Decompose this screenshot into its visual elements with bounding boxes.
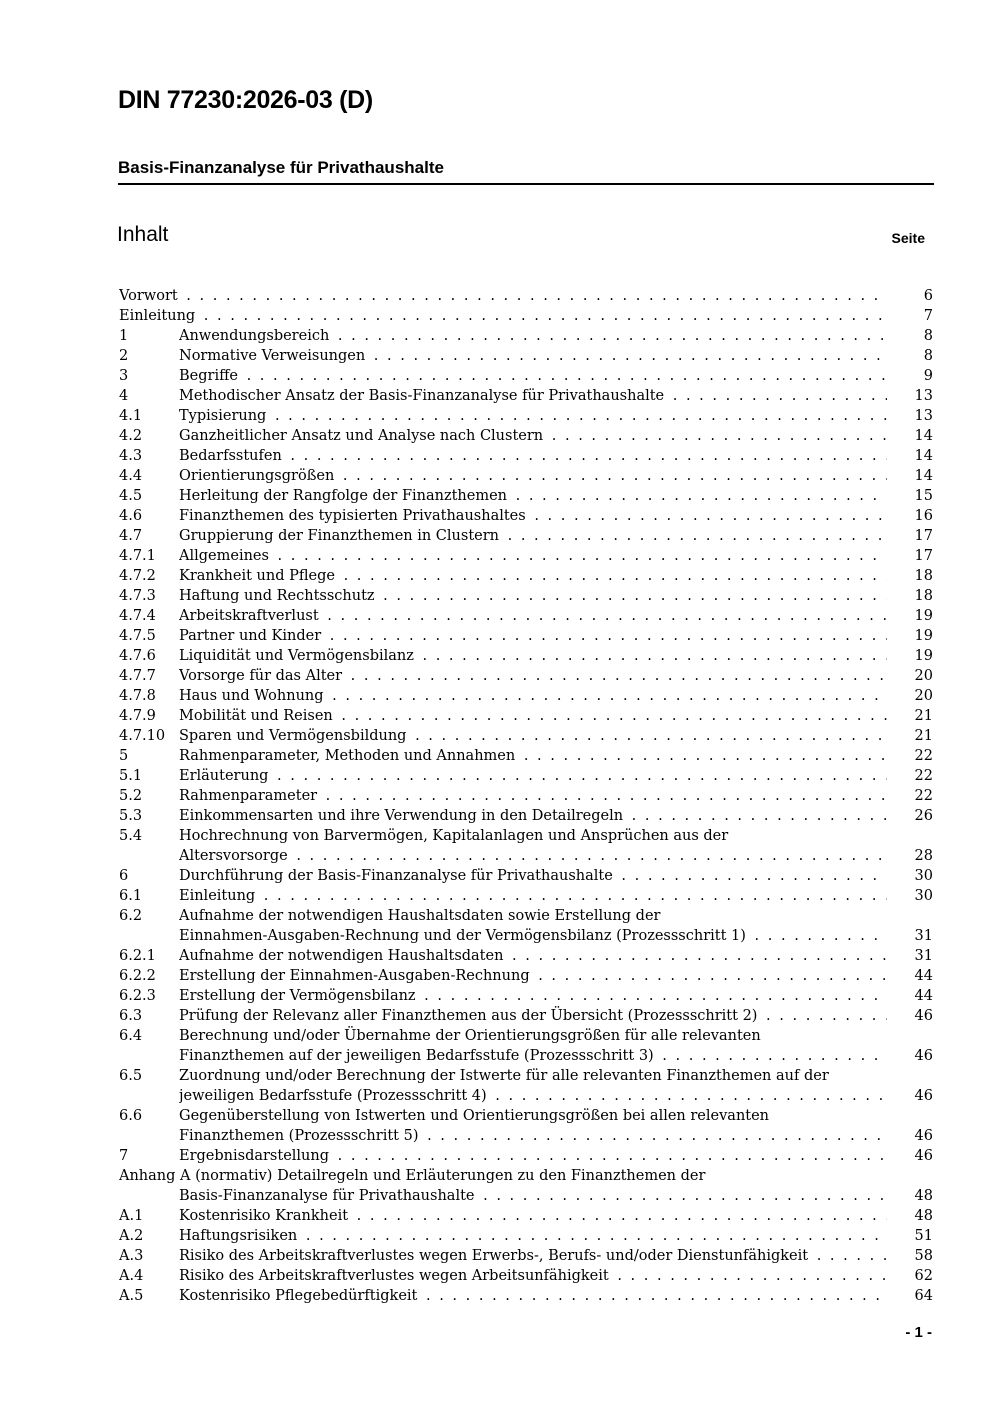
toc-entry[interactable] (119, 406, 933, 426)
toc-entry-title: Orientierungsgrößen (179, 468, 335, 484)
toc-entry-title: Kostenrisiko Krankheit (179, 1208, 349, 1224)
toc-entry-title: Sparen und Vermögensbildung (179, 728, 407, 744)
toc-entry-title: Rahmenparameter, Methoden und Annahmen (179, 748, 516, 764)
toc-entry-title: Risiko des Arbeitskraftverlustes wegen Erwerbs-, Berufs- und/oder Dienstunfähigkeit (179, 1248, 809, 1264)
toc-entry[interactable] (119, 786, 933, 806)
toc-entry-number: 6.2 (119, 908, 143, 924)
toc-entry-number: 5.4 (119, 828, 143, 844)
toc-entry-number: 6.2.3 (119, 988, 156, 1004)
toc-entry-title: Haus und Wohnung (179, 688, 324, 704)
toc-entry-number: 6.2.2 (119, 968, 156, 984)
toc-entry[interactable] (119, 526, 933, 546)
toc-entry-title: Basis-Finanzanalyse für Privathaushalte (179, 1188, 475, 1204)
toc-entry-title: Durchführung der Basis-Finanzanalyse für Privathaushalte (179, 868, 613, 884)
toc-entry-number: A.4 (119, 1268, 144, 1284)
toc-entry-page: 48 (887, 1186, 933, 1206)
toc-entry-page: 51 (887, 1226, 933, 1246)
toc-entry-title: Risiko des Arbeitskraftverlustes wegen Arbeitsunfähigkeit (179, 1268, 609, 1284)
toc-entry-title: Prüfung der Relevanz aller Finanzthemen aus der Übersicht (Prozessschritt 2) (179, 1008, 758, 1024)
toc-entry-page: 15 (887, 486, 933, 506)
toc-entry-title: Gruppierung der Finanzthemen in Clustern (179, 528, 499, 544)
toc-entry-number: 4.6 (119, 508, 143, 524)
toc-entry[interactable] (119, 446, 933, 466)
toc-entry-page: 20 (887, 686, 933, 706)
toc-entry-page: 31 (887, 926, 933, 946)
toc-entry[interactable] (119, 606, 933, 626)
toc-entry-page: 64 (887, 1286, 933, 1306)
toc-entry-number: 4.7.1 (119, 548, 156, 564)
toc-entry-number: 5.3 (119, 808, 143, 824)
toc-entry[interactable] (119, 1166, 933, 1186)
toc-entry-title: Bedarfsstufen (179, 448, 282, 464)
toc-entry-number: 4.7 (119, 528, 143, 544)
toc-entry-title: Finanzthemen des typisierten Privathaushaltes (179, 508, 526, 524)
toc-entry[interactable] (119, 866, 933, 886)
toc-entry[interactable] (119, 726, 933, 746)
toc-entry[interactable] (119, 1106, 933, 1126)
toc-entry-page: 22 (887, 746, 933, 766)
toc-entry-page: 6 (887, 286, 933, 306)
toc-entry-page: 44 (887, 986, 933, 1006)
toc-entry[interactable] (119, 806, 933, 826)
toc-entry-title: Erläuterung (179, 768, 269, 784)
toc-entry-page: 62 (887, 1266, 933, 1286)
toc-entry[interactable] (119, 466, 933, 486)
toc-entry[interactable] (119, 546, 933, 566)
toc-entry[interactable] (119, 1226, 933, 1246)
toc-entry-page: 14 (887, 426, 933, 446)
toc-entry[interactable] (119, 666, 933, 686)
toc-entry-title: Kostenrisiko Pflegebedürftigkeit (179, 1288, 418, 1304)
toc-entry-title: Herleitung der Rangfolge der Finanzthemen (179, 488, 508, 504)
toc-entry-number: 5.2 (119, 788, 143, 804)
toc-entry[interactable] (119, 646, 933, 666)
toc-entry-number: A.2 (119, 1228, 144, 1244)
toc-entry-title: Ergebnisdarstellung (179, 1148, 330, 1164)
toc-entry-title: Typisierung (179, 408, 267, 424)
toc-entry[interactable] (119, 1246, 933, 1266)
toc-entry[interactable] (119, 966, 933, 986)
toc-entry-page: 21 (887, 726, 933, 746)
toc-entry-title: Finanzthemen (Prozessschritt 5) (179, 1128, 419, 1144)
toc-entry-title: Einleitung (119, 308, 196, 324)
toc-entry[interactable] (119, 926, 933, 946)
toc-entry-number: 4.7.5 (119, 628, 156, 644)
toc-entry[interactable] (119, 1126, 933, 1146)
toc-entry-page: 44 (887, 966, 933, 986)
toc-entry-title: Krankheit und Pflege (179, 568, 335, 584)
toc-entry-page: 18 (887, 566, 933, 586)
toc-entry-page: 9 (887, 366, 933, 386)
toc-entry-title: Haftung und Rechtsschutz (179, 588, 375, 604)
toc-entry-number: 4.5 (119, 488, 143, 504)
toc-entry-page: 28 (887, 846, 933, 866)
toc-entry[interactable] (119, 626, 933, 646)
toc-entry-title: Haftungsrisiken (179, 1228, 298, 1244)
toc-entry-title: Altersvorsorge (179, 848, 288, 864)
toc-entry[interactable] (119, 906, 933, 926)
toc-entry[interactable] (119, 1206, 933, 1226)
toc-entry-page: 19 (887, 606, 933, 626)
toc-entry[interactable] (119, 1006, 933, 1026)
toc-entry-page: 31 (887, 946, 933, 966)
toc-entry-number: 7 (119, 1148, 129, 1164)
toc-entry[interactable] (119, 566, 933, 586)
toc-entry-title: Mobilität und Reisen (179, 708, 333, 724)
toc-entry-number: 4.1 (119, 408, 143, 424)
toc-entry-number: A.3 (119, 1248, 144, 1264)
toc-entry[interactable] (119, 1046, 933, 1066)
toc-entry-page: 26 (887, 806, 933, 826)
toc-entry-title: Finanzthemen auf der jeweiligen Bedarfsstufe (Prozessschritt 3) (179, 1048, 654, 1064)
toc-entry[interactable] (119, 886, 933, 906)
toc-entry-page: 18 (887, 586, 933, 606)
toc-entry-title: Arbeitskraftverlust (179, 608, 319, 624)
toc-entry-number: 6.1 (119, 888, 143, 904)
toc-entry[interactable] (119, 846, 933, 866)
toc-entry-number: 4.7.4 (119, 608, 156, 624)
toc-entry-page: 16 (887, 506, 933, 526)
toc-entry-title: Anhang A (normativ) Detailregeln und Erläuterungen zu den Finanzthemen der (119, 1168, 706, 1184)
toc-entry-number: A.1 (119, 1208, 144, 1224)
toc-entry-title: Vorsorge für das Alter (179, 668, 343, 684)
toc-entry-page: 58 (887, 1246, 933, 1266)
toc-entry-title: Erstellung der Einnahmen-Ausgaben-Rechnung (179, 968, 530, 984)
toc-entry-title: Rahmenparameter (179, 788, 318, 804)
toc-entry-title: Normative Verweisungen (179, 348, 366, 364)
toc-entry-title: Berechnung und/oder Übernahme der Orientierungsgrößen für alle relevanten (179, 1028, 761, 1044)
toc-entry-number: 4.7.3 (119, 588, 156, 604)
toc-entry-title: Einleitung (179, 888, 256, 904)
toc-entry-page: 13 (887, 386, 933, 406)
toc-entry-title: Hochrechnung von Barvermögen, Kapitalanlagen und Ansprüchen aus der (179, 828, 729, 844)
toc-entry-page: 14 (887, 446, 933, 466)
toc-entry-page: 7 (887, 306, 933, 326)
toc-entry[interactable] (119, 946, 933, 966)
toc-entry-number: 6.3 (119, 1008, 143, 1024)
toc-entry-title: Anwendungsbereich (179, 328, 330, 344)
toc-entry-page: 46 (887, 1126, 933, 1146)
toc-entry-title: jeweiligen Bedarfsstufe (Prozessschritt 4) (179, 1088, 487, 1104)
toc-entry[interactable] (119, 326, 933, 346)
toc-entry-page: 20 (887, 666, 933, 686)
toc-entry[interactable] (119, 586, 933, 606)
toc-entry-page: 22 (887, 786, 933, 806)
toc-entry-number: 4.2 (119, 428, 143, 444)
toc-entry-title: Vorwort (119, 288, 178, 304)
toc-entry-title: Zuordnung und/oder Berechnung der Istwerte für alle relevanten Finanzthemen auf der (179, 1068, 829, 1084)
toc-entry-title: Allgemeines (179, 548, 269, 564)
toc-entry-number: 4.7.10 (119, 728, 166, 744)
toc-entry-number: A.5 (119, 1288, 144, 1304)
toc-entry-number: 4.7.8 (119, 688, 156, 704)
table-of-contents (119, 286, 933, 1306)
toc-entry-number: 6.6 (119, 1108, 143, 1124)
toc-entry[interactable] (119, 286, 933, 306)
toc-entry-title: Erstellung der Vermögensbilanz (179, 988, 416, 1004)
page-number: - 1 - (905, 1324, 932, 1341)
toc-entry-number: 1 (119, 328, 129, 344)
toc-entry-number: 2 (119, 348, 129, 364)
toc-entry-number: 4 (119, 388, 129, 404)
toc-entry-page: 30 (887, 886, 933, 906)
toc-entry-number: 4.4 (119, 468, 143, 484)
toc-entry-title: Aufnahme der notwendigen Haushaltsdaten sowie Erstellung der (179, 908, 661, 924)
toc-entry-page: 46 (887, 1146, 933, 1166)
toc-entry-number: 6.2.1 (119, 948, 156, 964)
page-column-label: Seite (891, 230, 925, 246)
toc-entry-page: 19 (887, 646, 933, 666)
toc-entry[interactable] (119, 1146, 933, 1166)
toc-entry[interactable] (119, 1066, 933, 1086)
document-subtitle: Basis-Finanzanalyse für Privathaushalte (118, 158, 934, 185)
toc-entry-number: 4.7.7 (119, 668, 156, 684)
toc-entry-number: 6 (119, 868, 129, 884)
toc-entry[interactable] (119, 306, 933, 326)
toc-entry[interactable] (119, 366, 933, 386)
toc-entry[interactable] (119, 826, 933, 846)
toc-entry-page: 8 (887, 326, 933, 346)
toc-entry[interactable] (119, 1186, 933, 1206)
toc-entry-number: 6.4 (119, 1028, 143, 1044)
toc-entry-number: 4.7.2 (119, 568, 156, 584)
toc-entry[interactable] (119, 1286, 933, 1306)
toc-entry[interactable] (119, 686, 933, 706)
toc-entry-page: 17 (887, 546, 933, 566)
toc-entry-page: 13 (887, 406, 933, 426)
toc-entry[interactable] (119, 506, 933, 526)
toc-entry[interactable] (119, 746, 933, 766)
toc-entry-page: 22 (887, 766, 933, 786)
toc-entry-title: Begriffe (179, 368, 238, 384)
toc-entry[interactable] (119, 1266, 933, 1286)
toc-entry-number: 6.5 (119, 1068, 143, 1084)
toc-entry[interactable] (119, 706, 933, 726)
toc-entry-page: 21 (887, 706, 933, 726)
toc-entry-title: Partner und Kinder (179, 628, 322, 644)
toc-entry-page: 48 (887, 1206, 933, 1226)
toc-entry-title: Methodischer Ansatz der Basis-Finanzanalyse für Privathaushalte (179, 388, 665, 404)
toc-entry-page: 46 (887, 1046, 933, 1066)
toc-entry[interactable] (119, 1026, 933, 1046)
toc-entry-title: Einnahmen-Ausgaben-Rechnung und der Vermögensbilanz (Prozessschritt 1) (179, 928, 746, 944)
toc-entry-page: 46 (887, 1006, 933, 1026)
toc-entry-page: 14 (887, 466, 933, 486)
toc-entry-title: Gegenüberstellung von Istwerten und Orientierungsgrößen bei allen relevanten (179, 1108, 770, 1124)
toc-entry[interactable] (119, 486, 933, 506)
toc-entry-number: 4.3 (119, 448, 143, 464)
toc-entry-number: 4.7.6 (119, 648, 156, 664)
toc-entry-number: 5.1 (119, 768, 143, 784)
toc-entry-page: 46 (887, 1086, 933, 1106)
toc-entry-page: 19 (887, 626, 933, 646)
toc-entry[interactable] (119, 386, 933, 406)
toc-entry-number: 3 (119, 368, 129, 384)
toc-heading: Inhalt (117, 223, 169, 246)
toc-entry-page: 8 (887, 346, 933, 366)
toc-entry[interactable] (119, 1086, 933, 1106)
toc-entry-number: 5 (119, 748, 129, 764)
toc-entry-number: 4.7.9 (119, 708, 156, 724)
toc-entry-page: 17 (887, 526, 933, 546)
toc-entry-title: Liquidität und Vermögensbilanz (179, 648, 414, 664)
toc-entry-title: Ganzheitlicher Ansatz und Analyse nach Clustern (179, 428, 544, 444)
toc-entry-title: Aufnahme der notwendigen Haushaltsdaten (179, 948, 504, 964)
toc-entry[interactable] (119, 766, 933, 786)
toc-entry[interactable] (119, 426, 933, 446)
toc-entry-page: 30 (887, 866, 933, 886)
document-number: DIN 77230:2026-03 (D) (118, 86, 373, 114)
toc-entry[interactable] (119, 986, 933, 1006)
toc-entry-title: Einkommensarten und ihre Verwendung in den Detailregeln (179, 808, 624, 824)
toc-entry[interactable] (119, 346, 933, 366)
